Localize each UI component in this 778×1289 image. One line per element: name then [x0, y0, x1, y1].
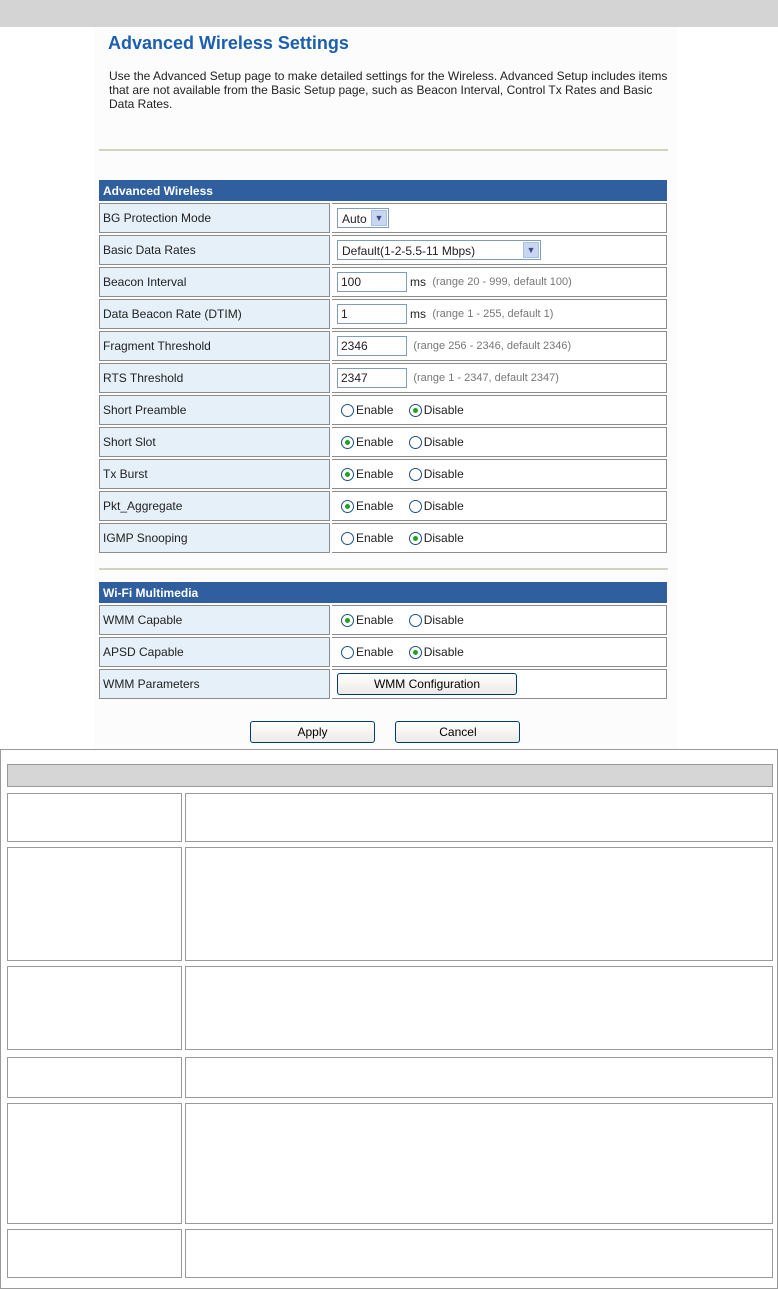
short-slot-enable-radio[interactable] [341, 436, 354, 449]
igmp-enable-radio[interactable] [341, 532, 354, 545]
page-title: Advanced Wireless Settings [108, 33, 349, 53]
wmm-table [99, 580, 667, 701]
enable-label: Enable [356, 645, 394, 660]
dtim-label: Data Beacon Rate (DTIM) [99, 299, 330, 329]
basic-rates-row [99, 235, 667, 265]
disable-label: Disable [423, 645, 464, 660]
tx-burst-enable-radio[interactable] [341, 468, 354, 481]
top-bar [0, 0, 778, 27]
table-cell [185, 1229, 773, 1278]
basic-rates-label: Basic Data Rates [99, 235, 330, 265]
basic-rates-select[interactable] [337, 240, 541, 260]
wmm-parameters-label: WMM Parameters [99, 669, 330, 699]
table-cell [185, 966, 773, 1050]
igmp-label: IGMP Snooping [99, 523, 330, 553]
disable-label: Disable [423, 403, 464, 418]
pkt-aggregate-enable-radio[interactable] [341, 500, 354, 513]
short-preamble-enable-radio[interactable] [341, 404, 354, 417]
disable-label: Disable [423, 435, 464, 450]
fragment-row [99, 331, 667, 361]
basic-rates-value: Default(1-2-5.5-11 Mbps) [342, 244, 476, 258]
short-slot-label: Short Slot [99, 427, 330, 457]
wmm-configuration-button[interactable]: WMM Configuration [337, 673, 517, 695]
enable-label: Enable [356, 613, 394, 628]
dtim-unit: ms [410, 307, 426, 321]
disable-label: Disable [423, 467, 464, 482]
wmm-header: Wi-Fi Multimedia [99, 582, 667, 603]
short-slot-disable-radio[interactable] [409, 436, 422, 449]
beacon-interval-input[interactable]: 100 [337, 272, 407, 292]
table-cell [185, 1057, 773, 1098]
table-cell [7, 1103, 182, 1224]
parameter-description-table [0, 749, 778, 1289]
dtim-hint: (range 1 - 255, default 1) [432, 308, 554, 320]
apsd-capable-disable-radio[interactable] [409, 646, 422, 659]
bg-protection-label: BG Protection Mode [99, 203, 330, 233]
table-cell [185, 847, 773, 961]
rts-hint: (range 1 - 2347, default 2347) [413, 372, 559, 384]
wmm-capable-row [99, 605, 667, 635]
table-cell [7, 1229, 182, 1278]
beacon-interval-row [99, 267, 667, 297]
divider [99, 149, 668, 151]
table-cell [7, 847, 182, 961]
pkt-aggregate-label: Pkt_Aggregate [99, 491, 330, 521]
table-cell [185, 1103, 773, 1224]
wmm-capable-disable-radio[interactable] [409, 614, 422, 627]
rts-label: RTS Threshold [99, 363, 330, 393]
beacon-unit: ms [410, 275, 426, 289]
divider [99, 568, 668, 570]
form-actions [250, 721, 520, 743]
tx-burst-row [99, 459, 667, 489]
tx-burst-disable-radio[interactable] [409, 468, 422, 481]
advanced-wireless-table [99, 178, 667, 555]
enable-label: Enable [356, 403, 394, 418]
apsd-capable-label: APSD Capable [99, 637, 330, 667]
cancel-button[interactable]: Cancel [395, 721, 520, 743]
enable-label: Enable [356, 467, 394, 482]
disable-label: Disable [423, 613, 464, 628]
bg-protection-row [99, 203, 667, 233]
beacon-hint: (range 20 - 999, default 100) [432, 276, 572, 288]
apsd-capable-row [99, 637, 667, 667]
igmp-disable-radio[interactable] [409, 532, 422, 545]
beacon-interval-label: Beacon Interval [99, 267, 330, 297]
dtim-row [99, 299, 667, 329]
table-cell [7, 966, 182, 1050]
short-preamble-disable-radio[interactable] [409, 404, 422, 417]
advanced-wireless-header: Advanced Wireless [99, 180, 667, 201]
table-cell [7, 1057, 182, 1098]
page-description: Use the Advanced Setup page to make detailed settings for the Wireless. Advanced Setup includes items that are not available from the Basic Setup page, such as Beacon Interval, Control Tx Rates and Basic Data Rates. [109, 69, 668, 111]
disable-label: Disable [423, 499, 464, 514]
pkt-aggregate-disable-radio[interactable] [409, 500, 422, 513]
bg-protection-select[interactable] [337, 208, 389, 228]
enable-label: Enable [356, 531, 394, 546]
enable-label: Enable [356, 499, 394, 514]
enable-label: Enable [356, 435, 394, 450]
table-cell [7, 793, 182, 842]
dtim-input[interactable]: 1 [337, 304, 407, 324]
settings-page [95, 27, 678, 749]
table-header [7, 764, 773, 787]
chevron-down-icon: ▼ [523, 242, 539, 258]
rts-input[interactable]: 2347 [337, 368, 407, 388]
disable-label: Disable [423, 531, 464, 546]
apsd-capable-enable-radio[interactable] [341, 646, 354, 659]
short-preamble-row [99, 395, 667, 425]
fragment-input[interactable]: 2346 [337, 336, 407, 356]
igmp-row [99, 523, 667, 553]
pkt-aggregate-row [99, 491, 667, 521]
wmm-capable-enable-radio[interactable] [341, 614, 354, 627]
bg-protection-value: Auto [342, 212, 367, 226]
table-cell [185, 793, 773, 842]
tx-burst-label: Tx Burst [99, 459, 330, 489]
apply-button[interactable]: Apply [250, 721, 375, 743]
wmm-capable-label: WMM Capable [99, 605, 330, 635]
rts-row [99, 363, 667, 393]
wmm-parameters-row [99, 669, 667, 699]
short-slot-row [99, 427, 667, 457]
fragment-label: Fragment Threshold [99, 331, 330, 361]
chevron-down-icon: ▼ [371, 210, 387, 226]
fragment-hint: (range 256 - 2346, default 2346) [413, 340, 572, 352]
short-preamble-label: Short Preamble [99, 395, 330, 425]
